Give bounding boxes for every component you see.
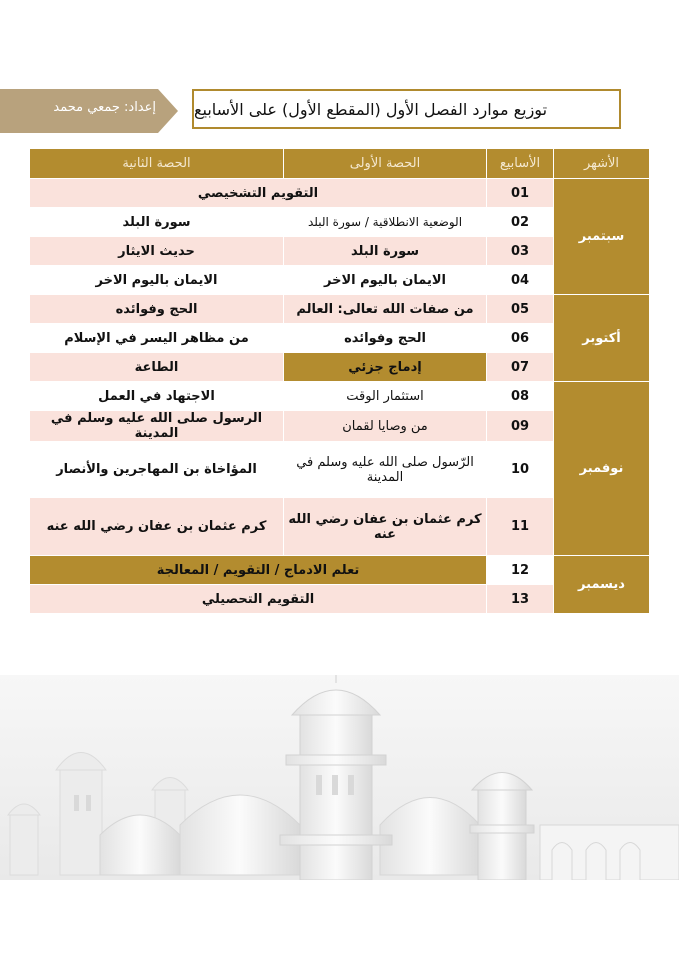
week-number: 09 xyxy=(487,411,554,442)
second-session: الحج وفوائده xyxy=(30,295,284,324)
second-session: كرم عثمان بن عفان رضي الله عنه xyxy=(30,498,284,556)
table-row xyxy=(30,179,650,208)
first-session: من صفات الله تعالى: العالم xyxy=(284,295,487,324)
second-session: سورة البلد xyxy=(30,208,284,237)
second-session: حديث الايثار xyxy=(30,237,284,266)
second-session: الرسول صلى الله عليه وسلم في المدينة xyxy=(30,411,284,442)
header-first-session: الحصة الأولى xyxy=(284,149,487,179)
author-banner xyxy=(0,89,178,133)
week-number: 01 xyxy=(487,179,554,208)
week-number: 05 xyxy=(487,295,554,324)
first-session: كرم عثمان بن عفان رضي الله عنه xyxy=(284,498,487,556)
week-number: 02 xyxy=(487,208,554,237)
month-december: ديسمبر xyxy=(554,556,650,614)
month-november: نوفمبر xyxy=(554,382,650,556)
schedule-table xyxy=(29,148,650,614)
table-header-row xyxy=(30,149,650,179)
merged-session: التقويم التشخيصي xyxy=(30,179,487,208)
header-months: الأشهر xyxy=(554,149,650,179)
second-session: الطاعة xyxy=(30,353,284,382)
week-number: 13 xyxy=(487,585,554,614)
first-session: الحج وفوائده xyxy=(284,324,487,353)
first-session: من وصايا لقمان xyxy=(284,411,487,442)
header-second-session: الحصة الثانية xyxy=(30,149,284,179)
table-row xyxy=(30,382,650,411)
mosque-silhouette-decoration xyxy=(0,675,679,880)
week-number: 07 xyxy=(487,353,554,382)
table-row xyxy=(30,295,650,324)
first-session: سورة البلد xyxy=(284,237,487,266)
week-number: 12 xyxy=(487,556,554,585)
second-session: المؤاخاة بن المهاجرين والأنصار xyxy=(30,442,284,498)
page-title-text: توزيع موارد الفصل الأول (المقطع الأول) على الأسابيع xyxy=(194,99,548,119)
month-september: سبتمبر xyxy=(554,179,650,295)
second-session: الايمان باليوم الاخر xyxy=(30,266,284,295)
merged-session: تعلم الادماج / التقويم / المعالجة xyxy=(30,556,487,585)
header-weeks: الأسابيع xyxy=(487,149,554,179)
week-number: 10 xyxy=(487,442,554,498)
page-title xyxy=(192,89,621,129)
week-number: 03 xyxy=(487,237,554,266)
week-number: 11 xyxy=(487,498,554,556)
first-session: الرّسول صلى الله عليه وسلم في المدينة xyxy=(284,442,487,498)
week-number: 08 xyxy=(487,382,554,411)
month-october: أكتوبر xyxy=(554,295,650,382)
week-number: 04 xyxy=(487,266,554,295)
merged-session: التقويم التحصيلي xyxy=(30,585,487,614)
first-session: الايمان باليوم الاخر xyxy=(284,266,487,295)
second-session: من مظاهر اليسر في الإسلام xyxy=(30,324,284,353)
second-session: الاجتهاد في العمل xyxy=(30,382,284,411)
first-session: إدماج جزئي xyxy=(284,353,487,382)
table-row xyxy=(30,556,650,585)
first-session: استثمار الوقت xyxy=(284,382,487,411)
author-label: إعداد: جمعي محمد xyxy=(53,100,156,115)
first-session: الوضعية الانطلاقية / سورة البلد xyxy=(284,208,487,237)
week-number: 06 xyxy=(487,324,554,353)
